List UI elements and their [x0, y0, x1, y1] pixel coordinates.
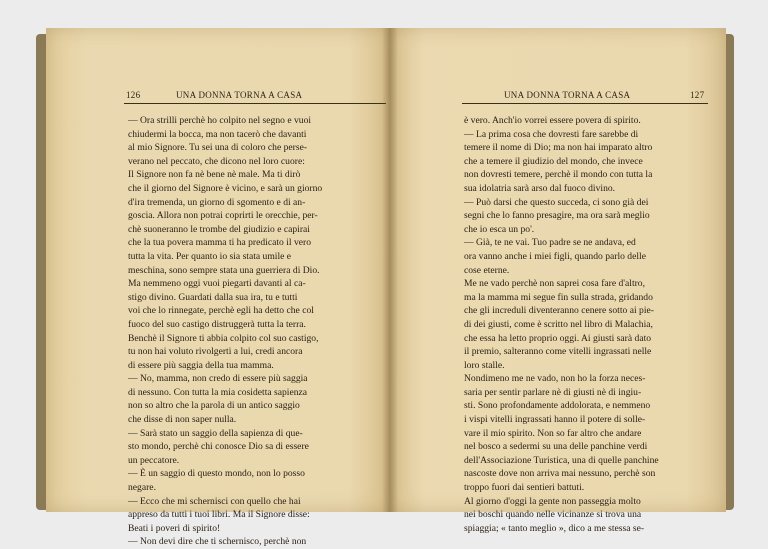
- text-line: chiudermi la bocca, ma non tacerò che davanti: [128, 128, 307, 140]
- text-line: Me ne vado perchè non saprei cosa fare d'altro,: [464, 278, 645, 290]
- text-line: vare il mio spirito. Non so far altro che andare: [464, 427, 642, 439]
- text-line: — Ecco che mi schernisci con quello che hai: [128, 495, 301, 507]
- right-header-rule: [462, 103, 708, 104]
- text-line: Il Signore non fa nè bene nè male. Ma ti dirò: [128, 169, 301, 181]
- text-line: nel bosco a sedermi su una delle panchine verdi: [464, 441, 648, 453]
- text-line: — È un saggio di questo mondo, non lo posso: [128, 468, 305, 480]
- text-line: — Ora strilli perchè ho colpito nel segno e vuoi: [128, 115, 312, 126]
- text-line: non so altro che la parola di un antico saggio: [128, 400, 300, 412]
- text-line: che disse di non saper nulla.: [128, 414, 237, 426]
- left-page-text: [128, 114, 386, 549]
- text-line: appreso da tutti i tuoi libri. Ma il Signore disse:: [128, 509, 310, 521]
- text-line: che io esca un po'.: [464, 223, 535, 235]
- text-line: saria per sentir parlare nè di giusti nè di ingiu-: [464, 386, 642, 398]
- text-line: fuoco del suo castigo distruggerà tutta la terra.: [128, 318, 306, 330]
- text-line: di essere più saggia della tua mamma.: [128, 359, 274, 371]
- text-line: d'ira tremenda, un giorno di sgomento e di an-: [128, 196, 306, 208]
- text-line: — No, mamma, non credo di essere più saggia: [128, 373, 308, 385]
- right-page-number: 127: [690, 90, 705, 100]
- text-line: troppo fuori dai sentieri battuti.: [464, 482, 585, 494]
- text-line: spiaggia; « tanto meglio », dico a me stessa se-: [464, 522, 645, 534]
- text-line: — Può darsi che questo succeda, ci sono già dei: [464, 196, 649, 208]
- text-line: ma la mamma mi segue fin sulla strada, gridando: [464, 291, 653, 303]
- text-line: un peccatore.: [128, 454, 180, 466]
- text-line: negare.: [128, 482, 156, 494]
- text-line: al mio Signore. Tu sei una di coloro che perse-: [128, 142, 308, 154]
- text-line: che essa ha letto proprio oggi. Ai giusti sarà dato: [464, 332, 652, 344]
- left-running-title: UNA DONNA TORNA A CASA: [176, 90, 303, 100]
- text-line: che il giorno del Signore è vicino, e sarà un giorno: [128, 182, 323, 194]
- open-book: [36, 28, 736, 548]
- text-line: ora vanno anche i miei figli, quando parlo delle: [464, 250, 646, 262]
- text-line: voi che lo rinnegate, perchè egli ha detto che col: [128, 305, 314, 317]
- left-header-rule: [124, 103, 386, 104]
- text-line: non dovresti temere, perchè il mondo con tutta la: [464, 169, 653, 181]
- text-line: nascoste dove non arriva mai nessuno, perchè son: [464, 468, 656, 480]
- text-line: stigo divino. Guardati dalla sua ira, tu e tutti: [128, 291, 298, 303]
- text-line: — Sarà stato un saggio della sapienza di que-: [128, 427, 303, 439]
- text-line: loro stalle.: [464, 359, 505, 371]
- text-line: verano nel peccato, che dicono nel loro cuore:: [128, 155, 305, 167]
- text-line: sua idolatria sarà arso dal fuoco divino.: [464, 182, 616, 194]
- text-line: di nessuno. Con tutta la mia cosidetta sapienza: [128, 386, 308, 398]
- right-running-title: UNA DONNA TORNA A CASA: [504, 90, 631, 100]
- text-line: — La prima cosa che dovresti fare sarebbe di: [464, 128, 639, 140]
- text-line: — Non devi dire che ti schernisco, perchè non: [128, 536, 307, 548]
- text-line: — Già, te ne vai. Tuo padre se ne andava, ed: [464, 237, 636, 249]
- text-line: goscia. Allora non potrai coprirti le orecchie, per-: [128, 210, 318, 222]
- text-line: tu non hai voluto rivolgerti a lui, credi ancora: [128, 346, 303, 358]
- right-page-text: [464, 114, 710, 535]
- text-line: Ma nemmeno oggi vuoi piegarti davanti al ca-: [128, 278, 306, 290]
- text-line: il premio, salteranno come vitelli ingrassati nelle: [464, 346, 652, 358]
- text-line: cose eterne.: [464, 264, 510, 276]
- text-line: di dei giusti, come è scritto nel libro di Malachia,: [464, 318, 653, 330]
- text-line: che gli increduli diventeranno cenere sotto ai pie-: [464, 305, 654, 317]
- text-line: che la tua povera mamma ti ha predicato il vero: [128, 237, 312, 249]
- text-line: chè suoneranno le trombe del giudizio e capirai: [128, 223, 310, 235]
- text-line: meschina, sono sempre stata una guerriera di Dio.: [128, 264, 320, 276]
- text-line: sto mondo, perchè chi conosce Dio sa di essere: [128, 441, 309, 453]
- text-line: tutta la vita. Per quanto io sia stata umile e: [128, 250, 292, 262]
- text-line: Al giorno d'oggi la gente non passeggia molto: [464, 495, 641, 507]
- text-line: segni che lo fanno presagire, ma ora sarà meglio: [464, 210, 650, 222]
- left-page: [46, 28, 390, 548]
- text-line: che a temere il giudizio del mondo, che invece: [464, 155, 643, 167]
- text-line: è vero. Anch'io vorrei essere povera di spirito.: [464, 115, 641, 126]
- text-line: dell'Associazione Turistica, una di quelle panchine: [464, 454, 659, 466]
- text-line: temere il nome di Dio; ma non hai imparato altro: [464, 142, 653, 154]
- text-line: Nondimeno me ne vado, non ho la forza neces-: [464, 373, 646, 385]
- text-line: Beati i poveri di spirito!: [128, 522, 221, 534]
- text-line: sti. Sono profondamente addolorata, e nemmeno: [464, 400, 651, 412]
- right-page: [390, 28, 726, 534]
- left-page-number: 126: [126, 90, 141, 100]
- text-line: i vispi vitelli ingrassati hanno il potere di solle-: [464, 414, 646, 426]
- book-gutter: [382, 28, 398, 512]
- text-line: nei boschi quando nelle vicinanze si trova una: [464, 509, 642, 521]
- text-line: Benchè il Signore ti abbia colpito col suo castigo,: [128, 332, 319, 344]
